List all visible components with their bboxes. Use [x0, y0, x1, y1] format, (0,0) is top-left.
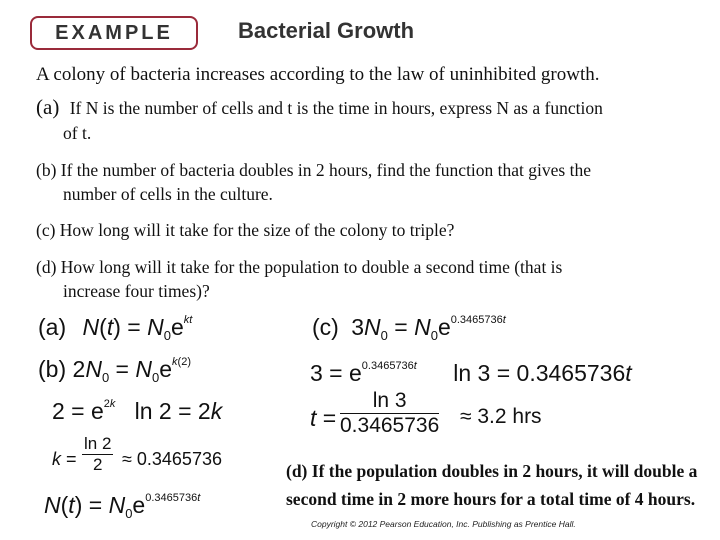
part-d-text: (d) How long will it take for the population to double a second time (that is	[36, 257, 563, 277]
example-badge	[30, 16, 198, 50]
k-exponent: 0.3465736	[145, 492, 198, 504]
solution-c-step: $3 = e^{0.3465736t}$ ln 3 = 0.3465736t	[310, 360, 632, 386]
solution-b-label: (b)	[38, 356, 67, 382]
k-approx: ≈ 0.3465736	[122, 449, 222, 469]
c-step-exponent: 0.3465736	[361, 360, 414, 372]
solution-a-label: (a)	[38, 314, 67, 340]
t-fraction	[340, 389, 439, 438]
k-equals: k =	[52, 449, 77, 469]
problem-part-a	[36, 96, 603, 119]
solution-d-line-1: (d) If the population doubles in 2 hours, it will double a	[286, 461, 698, 481]
solution-b-step: $2 = e^{2k}$ ln 2 = 2k	[52, 398, 223, 424]
solution-b: (b) $2N_0 = N_0e^{k(2)}$	[38, 356, 191, 385]
k-fraction-den: 2	[92, 455, 103, 474]
part-a-label: (a)	[36, 95, 60, 119]
part-a-text-cont: of t.	[63, 123, 92, 143]
copyright-notice: Copyright © 2012 Pearson Education, Inc. Publishing as Prentice Hall.	[311, 519, 576, 529]
t-equals: t =	[310, 405, 337, 431]
part-a-text: If N is the number of cells and t is the time in hours, express N as a function	[69, 98, 603, 118]
slide-title: Bacterial Growth	[238, 18, 415, 43]
part-d-text-cont: increase four times)?	[63, 281, 210, 301]
example-badge-label: EXAMPLE	[55, 22, 173, 44]
t-fraction-num: ln 3	[340, 389, 439, 414]
c-step-k: 0.3465736	[516, 360, 626, 386]
solution-a: (a) $N(t) = N_0e^{kt}$	[38, 314, 193, 343]
part-c-text: (c) How long will it take for the size of the colony to triple?	[36, 220, 455, 240]
part-b-text: (b) If the number of bacteria doubles in 2 hours, find the function that gives the	[36, 160, 591, 180]
solution-b-result: $N(t) = N_0e^{0.3465736t}$	[44, 492, 201, 521]
t-approx: ≈ 3.2 hrs	[460, 405, 542, 428]
solution-d-line-2: second time in 2 more hours for a total time of 4 hours.	[286, 489, 696, 509]
part-b-text-cont: number of cells in the culture.	[63, 184, 273, 204]
solution-c: (c) $3N_0 = N_0e^{0.3465736t}$	[312, 314, 506, 343]
k-fraction	[82, 434, 113, 475]
solution-c-label: (c)	[312, 314, 339, 340]
problem-intro: A colony of bacteria increases according to the law of uninhibited growth.	[36, 64, 600, 85]
c-exponent: 0.3465736	[450, 314, 503, 326]
k-value: 0.3465736	[136, 449, 222, 469]
k-fraction-num: ln 2	[84, 434, 112, 453]
t-fraction-den: 0.3465736	[340, 414, 440, 437]
